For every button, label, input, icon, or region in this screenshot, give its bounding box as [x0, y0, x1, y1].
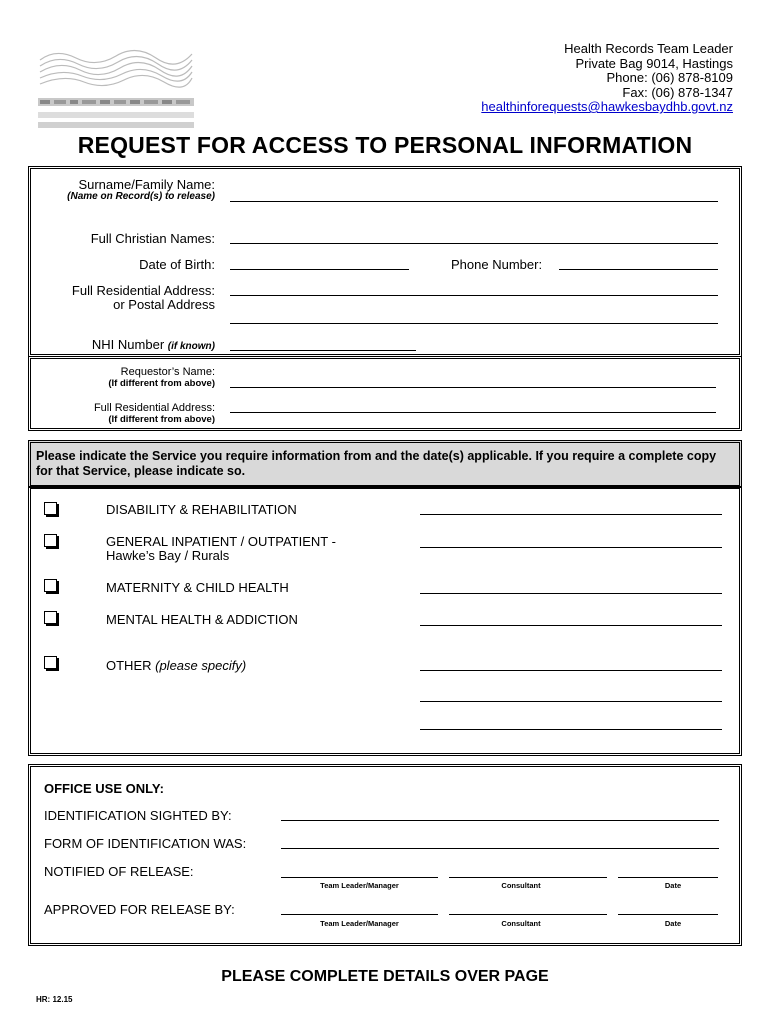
notified-manager-field[interactable] — [281, 877, 438, 878]
notified-date-field[interactable] — [618, 877, 718, 878]
notified-label: NOTIFIED OF RELEASE: — [44, 864, 194, 879]
surname-field[interactable] — [230, 201, 718, 202]
surname-sublabel: (Name on Record(s) to release) — [67, 191, 215, 202]
hawkes-bay-dhb-logo — [36, 40, 196, 132]
nhi-sublabel: (if known) — [167, 341, 215, 352]
approved-consultant-caption: Consultant — [501, 919, 541, 928]
contact-fax: Fax: (06) 878-1347 — [622, 84, 733, 100]
service-label-mental-health: MENTAL HEALTH & ADDICTION — [106, 612, 298, 627]
requestor-name-label: Requestor’s Name: — [120, 366, 215, 378]
requestor-address-label: Full Residential Address: — [93, 402, 215, 414]
service-date-field-maternity[interactable] — [420, 593, 722, 594]
requestor-address-sublabel: (If different from above) — [108, 414, 215, 425]
service-label-other-hint: (please specify) — [155, 658, 247, 673]
notified-manager-caption: Team Leader/Manager — [320, 881, 399, 890]
service-label-maternity: MATERNITY & CHILD HEALTH — [106, 580, 289, 595]
approved-manager-field[interactable] — [281, 914, 438, 915]
requestor-name-field[interactable] — [230, 387, 716, 388]
notified-consultant-field[interactable] — [449, 877, 607, 878]
requestor-name-sublabel: (If different from above) — [108, 378, 215, 389]
approved-manager-caption: Team Leader/Manager — [320, 919, 399, 928]
notified-date-caption: Date — [664, 881, 682, 890]
service-label-other-text: OTHER — [106, 658, 152, 673]
service-checkbox-mental-health[interactable] — [44, 611, 57, 624]
service-date-field-other-2[interactable] — [420, 701, 722, 702]
nhi-label — [92, 337, 215, 352]
approved-date-field[interactable] — [618, 914, 718, 915]
service-date-field-other-3[interactable] — [420, 729, 722, 730]
approved-consultant-field[interactable] — [449, 914, 607, 915]
service-date-field-disability[interactable] — [420, 514, 722, 515]
form-code: HR: 12.15 — [36, 995, 73, 1004]
contact-block — [481, 42, 733, 115]
requestor-address-field[interactable] — [230, 412, 716, 413]
form-title: REQUEST FOR ACCESS TO PERSONAL INFORMATION — [77, 132, 693, 158]
identification-field[interactable] — [281, 820, 719, 821]
contact-phone: Phone: (06) 878-8109 — [606, 70, 733, 85]
contact-role: Health Records Team Leader — [564, 41, 733, 56]
service-checkbox-maternity[interactable] — [44, 579, 57, 592]
approved-date-caption: Date — [664, 919, 682, 928]
contact-email-link[interactable]: healthinforequests@hawkesbaydhb.govt.nz — [481, 99, 733, 114]
phone-label: Phone Number: — [451, 257, 543, 272]
office-use-heading: OFFICE USE ONLY: — [44, 781, 164, 796]
service-date-field-other-1[interactable] — [420, 670, 722, 671]
notified-consultant-caption: Consultant — [501, 881, 541, 890]
address-label-2: or Postal Address — [113, 297, 215, 312]
service-label-general — [106, 535, 336, 563]
identification-label: IDENTIFICATION SIGHTED BY: — [44, 808, 232, 823]
form-of-id-label: FORM OF IDENTIFICATION WAS: — [44, 836, 247, 851]
form-of-id-field[interactable] — [281, 848, 719, 849]
service-checkbox-other[interactable] — [44, 656, 57, 669]
nhi-label-text: NHI Number — [91, 337, 165, 352]
service-checkbox-general[interactable] — [44, 534, 57, 547]
service-label-disability: DISABILITY & REHABILITATION — [106, 502, 297, 517]
address-field-line-2[interactable] — [230, 323, 718, 324]
instructions-text: Please indicate the Service you require information from and the date(s) applicable. If you require a complete copy for that Service, please indicate so. — [36, 449, 717, 478]
phone-field[interactable] — [559, 269, 718, 270]
christian-names-field[interactable] — [230, 243, 718, 244]
service-label-general-line2: Hawke’s Bay / Rurals — [106, 548, 230, 563]
dob-label: Date of Birth: — [139, 257, 215, 272]
footer-note: PLEASE COMPLETE DETAILS OVER PAGE — [221, 968, 549, 985]
service-label-other — [106, 659, 246, 673]
contact-postal: Private Bag 9014, Hastings — [575, 55, 733, 71]
dob-field[interactable] — [230, 269, 409, 270]
surname-label: Surname/Family Name: — [78, 177, 215, 192]
address-label: Full Residential Address: — [71, 283, 215, 298]
service-label-general-line1: GENERAL INPATIENT / OUTPATIENT - — [106, 534, 336, 549]
address-field-line-1[interactable] — [230, 295, 718, 296]
nhi-field[interactable] — [230, 350, 416, 351]
service-date-field-general[interactable] — [420, 547, 722, 548]
approved-label: APPROVED FOR RELEASE BY: — [44, 902, 235, 917]
service-checkbox-disability[interactable] — [44, 502, 57, 515]
christian-names-label: Full Christian Names: — [90, 231, 215, 246]
service-date-field-mental-health[interactable] — [420, 625, 722, 626]
